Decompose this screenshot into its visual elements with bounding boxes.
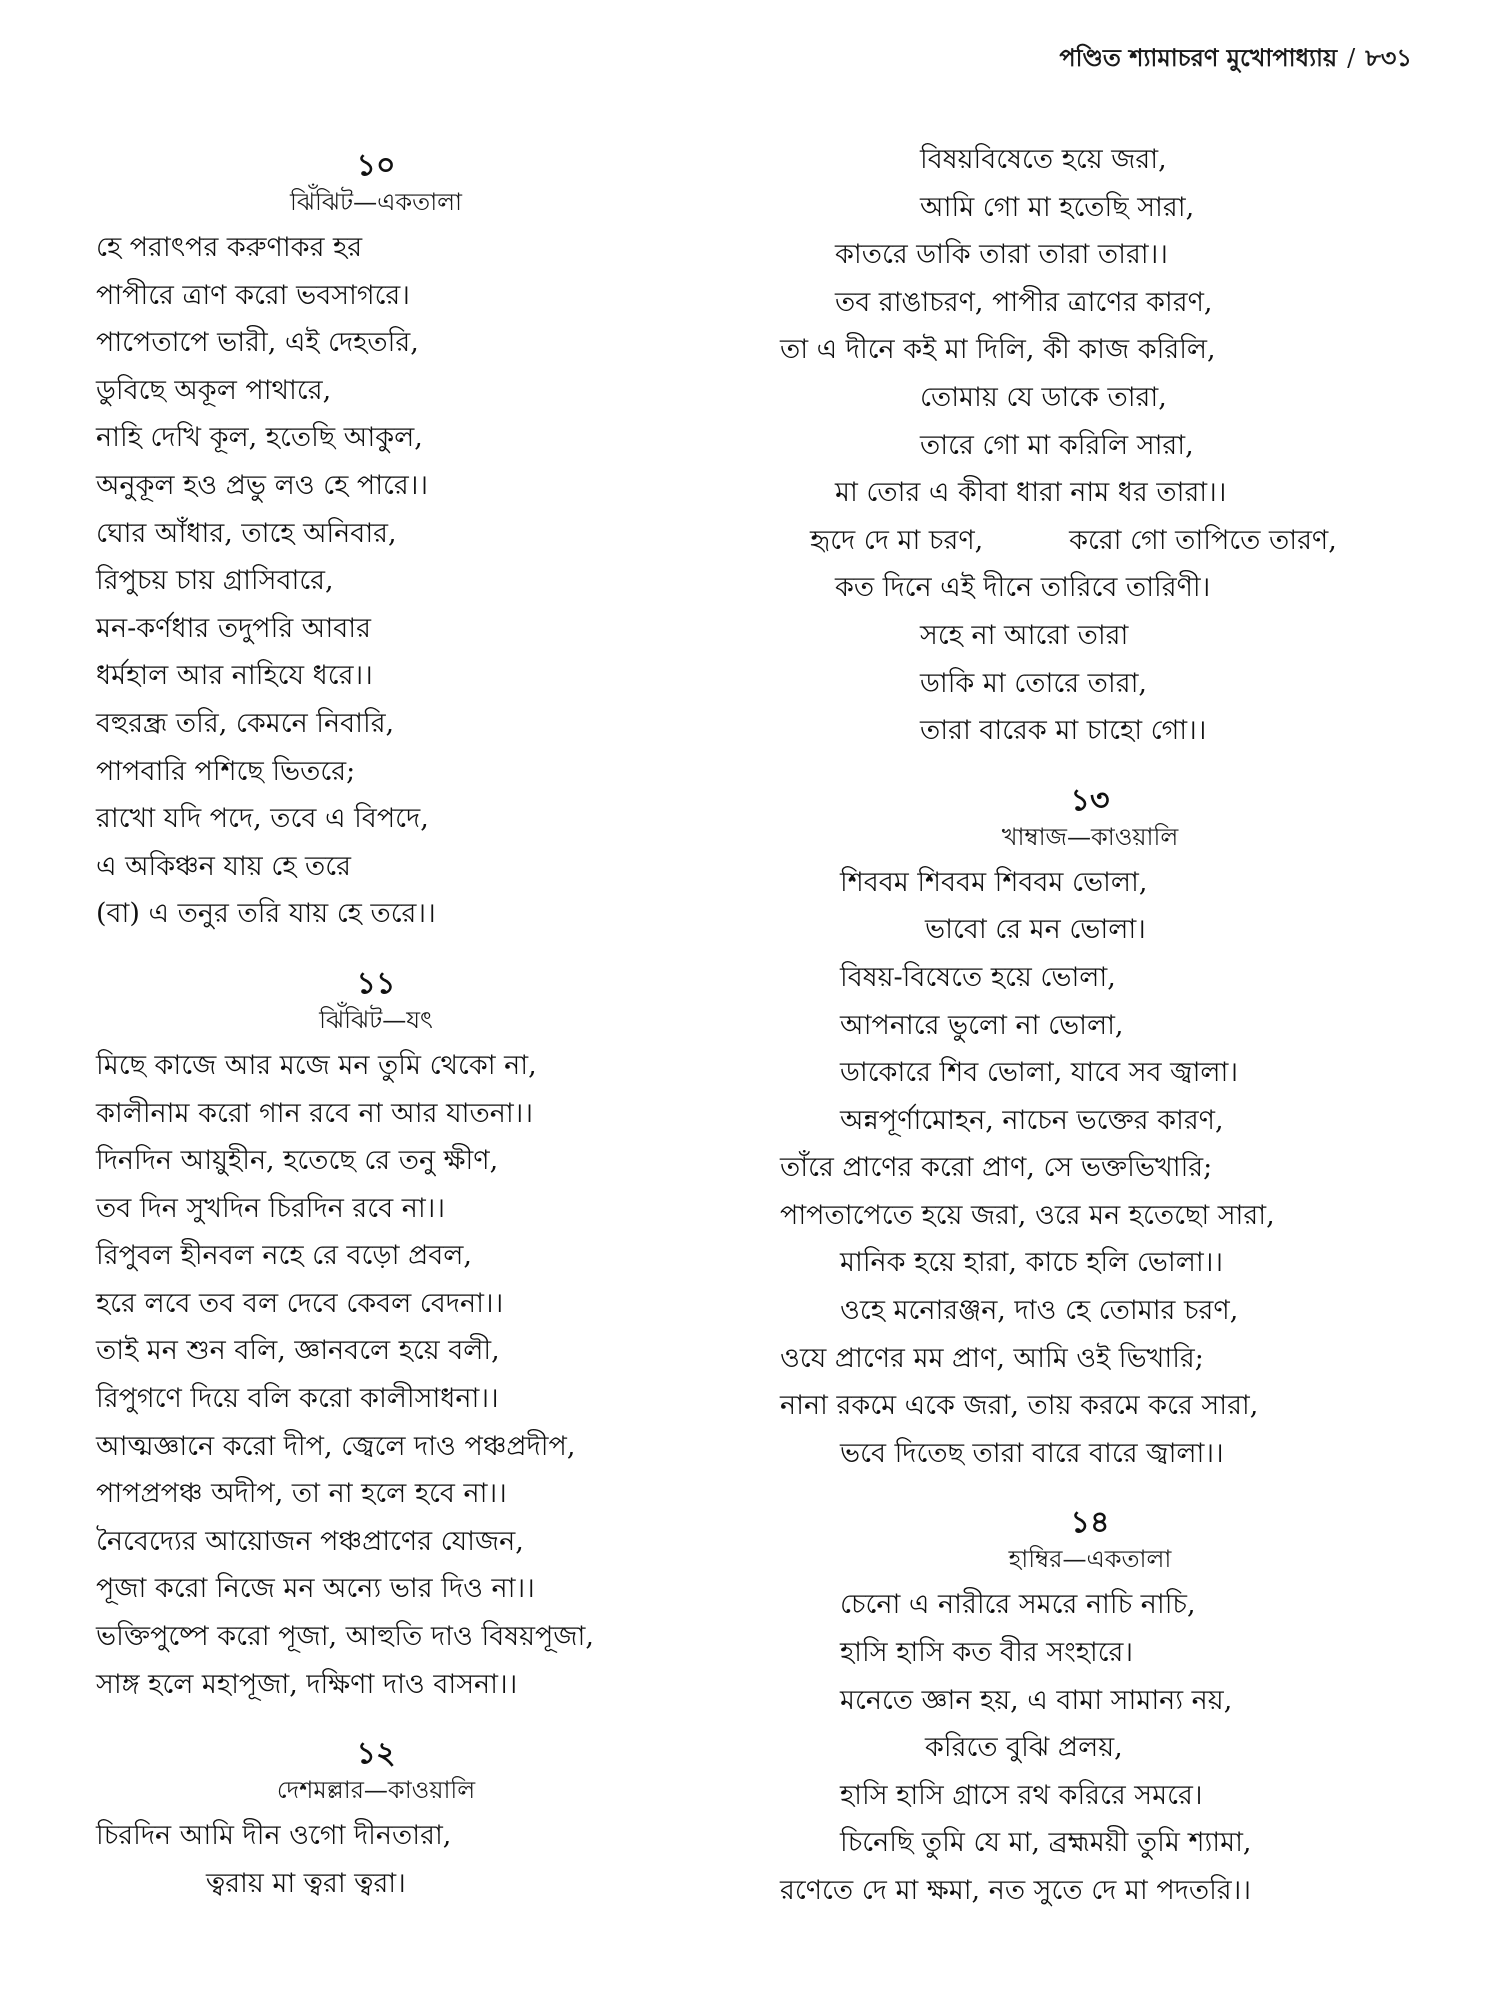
verse-line: ওহে মনোরঞ্জন, দাও হে তোমার চরণ, bbox=[840, 1295, 1239, 1327]
verse-line: রাখো যদি পদে, তবে এ বিপদে, bbox=[96, 803, 429, 835]
verse-line: চিরদিন আমি দীন ওগো দীনতারা, bbox=[96, 1820, 452, 1852]
song-14 bbox=[770, 1505, 1410, 1914]
verse-line: ত্বরায় মা ত্বরা ত্বরা। bbox=[206, 1867, 406, 1899]
song-number: ১৩ bbox=[1070, 782, 1110, 818]
verse-line: অন্নপূর্ণামোহন, নাচেন ভক্তের কারণ, bbox=[840, 1104, 1224, 1136]
verse-line: হরে লবে তব বল দেবে কেবল বেদনা।। bbox=[96, 1287, 504, 1319]
song-raga: ঝিঁঝিট—একতালা bbox=[290, 188, 462, 216]
verse-line: তব দিন সুখদিন চিরদিন রবে না।। bbox=[96, 1192, 445, 1224]
verse-line: তব রাঙাচরণ, পাপীর ত্রাণের কারণ, bbox=[835, 286, 1213, 318]
verse-line: তাঁরে প্রাণের করো প্রাণ, সে ভক্তভিখারি; bbox=[780, 1152, 1213, 1184]
verse-line: ভক্তিপুষ্পে করো পূজা, আহুতি দাও বিষয়পূজা, bbox=[96, 1621, 594, 1653]
verse-line: চেনো এ নারীরে সমরে নাচি নাচি, bbox=[840, 1589, 1196, 1621]
verse-line: বিষয়বিষেতে হয়ে জরা, bbox=[920, 144, 1167, 175]
verse-line: কাতরে ডাকি তারা তারা তারা।। bbox=[835, 239, 1168, 271]
song-number: ১০ bbox=[356, 148, 396, 183]
verse-line: পাপবারি পশিছে ভিতরে; bbox=[96, 755, 356, 787]
verse-line: আত্মজ্ঞানে করো দীপ, জ্বেলে দাও পঞ্চপ্রদীপ, bbox=[96, 1430, 576, 1462]
verse-line: কত দিনে এই দীনে তারিবে তারিণী। bbox=[835, 572, 1211, 604]
verse-line: ডুবিছে অকূল পাথারে, bbox=[96, 374, 332, 406]
verse-line: সহে না আরো তারা bbox=[920, 619, 1129, 651]
verse-line: রিপুগণে দিয়ে বলি করো কালীসাধনা।। bbox=[96, 1383, 499, 1415]
verse-line: চিনেছি তুমি যে মা, ব্রহ্মময়ী তুমি শ্যামা, bbox=[840, 1827, 1252, 1859]
song-12-continued bbox=[770, 136, 1410, 755]
song-number: ১১ bbox=[356, 965, 396, 1001]
verse-line: হে পরাৎপর করুণাকর হর bbox=[96, 232, 363, 263]
song-raga: দেশমল্লার—কাওয়ালি bbox=[276, 1776, 476, 1805]
verse-line: পাপপ্রপঞ্চ অদীপ, তা না হলে হবে না।। bbox=[96, 1478, 507, 1510]
verse-line: করিতে বুঝি প্রলয়, bbox=[925, 1732, 1123, 1764]
verse-line: তারা বারেক মা চাহো গো।। bbox=[920, 715, 1207, 747]
verse-line: ওযে প্রাণের মম প্রাণ, আমি ওই ভিখারি; bbox=[780, 1342, 1204, 1374]
verse-line: পাপতাপেতে হয়ে জরা, ওরে মন হতেছো সারা, bbox=[780, 1199, 1275, 1231]
verse-line: সাঙ্গ হলে মহাপূজা, দক্ষিণা দাও বাসনা।। bbox=[96, 1668, 518, 1700]
verse-line: তোমায় যে ডাকে তারা, bbox=[920, 381, 1167, 413]
verse-line: হৃদে দে মা চরণ, করো গো তাপিতে তারণ, bbox=[810, 524, 1337, 556]
running-header bbox=[1059, 40, 1412, 80]
verse-line: রিপুচয় চায় গ্রাসিবারে, bbox=[96, 565, 334, 597]
page-number: ৮৩১ bbox=[1365, 43, 1412, 72]
verse-line: ঘোর আঁধার, তাহে অনিবার, bbox=[96, 517, 397, 549]
verse-line: ভবে দিতেছ তারা বারে বারে জ্বালা।। bbox=[840, 1437, 1224, 1469]
verse-line: নানা রকমে একে জরা, তায় করমে করে সারা, bbox=[780, 1390, 1259, 1422]
song-raga: খাম্বাজ—কাওয়ালি bbox=[1001, 822, 1179, 851]
song-11 bbox=[96, 966, 656, 1708]
verse-line: মিছে কাজে আর মজে মন তুমি থেকো না, bbox=[96, 1049, 537, 1081]
verse-line: ভাবো রে মন ভোলা। bbox=[925, 914, 1146, 946]
verse-line: কালীনাম করো গান রবে না আর যাতনা।। bbox=[96, 1097, 533, 1129]
verse-line: ডাকোরে শিব ভোলা, যাবে সব জ্বালা। bbox=[840, 1057, 1239, 1089]
song-raga: ঝিঁঝিট—যৎ bbox=[319, 1005, 433, 1034]
song-raga: হাম্বির—একতালা bbox=[1008, 1545, 1172, 1574]
song-13 bbox=[770, 783, 1410, 1478]
verse-line: ধর্মহাল আর নাহিযে ধরে।। bbox=[96, 660, 373, 692]
song-number: ১২ bbox=[356, 1736, 396, 1772]
verse-line: এ অকিঞ্চন যায় হে তরে bbox=[96, 850, 351, 882]
verse-line: বিষয়-বিষেতে হয়ে ভোলা, bbox=[840, 961, 1116, 993]
verse-line: মন-কর্ণধার তদুপরি আবার bbox=[96, 612, 371, 644]
verse-line: তাই মন শুন বলি, জ্ঞানবলে হয়ে বলী, bbox=[96, 1335, 500, 1367]
right-column bbox=[770, 136, 1410, 1915]
verse-line: ডাকি মা তোরে তারা, bbox=[920, 667, 1147, 699]
verse-line: পাপেতাপে ভারী, এই দেহতরি, bbox=[96, 327, 419, 359]
verse-line: হাসি হাসি কত বীর সংহারে। bbox=[840, 1637, 1134, 1669]
verse-line: রণেতে দে মা ক্ষমা, নত সুতে দে মা পদতরি।। bbox=[780, 1875, 1251, 1906]
verse-line: (বা) এ তনুর তরি যায় হে তরে।। bbox=[96, 898, 436, 930]
left-column bbox=[96, 148, 656, 1907]
running-title: পণ্ডিত শ্যামাচরণ মুখোপাধ্যায় bbox=[1059, 43, 1338, 72]
verse-line: অনুকূল হও প্রভু লও হে পারে।। bbox=[96, 469, 429, 501]
song-10 bbox=[96, 148, 656, 938]
song-number: ১৪ bbox=[1070, 1505, 1110, 1541]
header-separator: / bbox=[1347, 44, 1356, 72]
verse-line: দিনদিন আয়ুহীন, হতেছে রে তনু ক্ষীণ, bbox=[96, 1145, 499, 1177]
verse-line: হাসি হাসি গ্রাসে রথ করিরে সমরে। bbox=[840, 1779, 1203, 1811]
verse-line: পূজা করো নিজে মন অন্যে ভার দিও না।। bbox=[96, 1573, 535, 1605]
verse-line: নাহি দেখি কূল, হতেছি আকুল, bbox=[96, 422, 423, 454]
verse-line: মা তোর এ কীবা ধারা নাম ধর তারা।। bbox=[835, 477, 1227, 509]
verse-line: রিপুবল হীনবল নহে রে বড়ো প্রবল, bbox=[96, 1240, 472, 1272]
verse-line: শিববম শিববম শিববম ভোলা, bbox=[840, 866, 1148, 898]
verse-line: মানিক হয়ে হারা, কাচে হলি ভোলা।। bbox=[840, 1247, 1224, 1279]
verse-line: বহুরন্ধ্র তরি, কেমনে নিবারি, bbox=[96, 707, 395, 739]
verse-line: আমি গো মা হতেছি সারা, bbox=[920, 191, 1195, 223]
song-12-start bbox=[96, 1736, 656, 1907]
verse-line: মনেতে জ্ঞান হয়, এ বামা সামান্য নয়, bbox=[840, 1684, 1233, 1716]
verse-line: নৈবেদ্যের আয়োজন পঞ্চপ্রাণের যোজন, bbox=[96, 1525, 524, 1557]
verse-line: পাপীরে ত্রাণ করো ভবসাগরে। bbox=[96, 279, 410, 311]
verse-line: আপনারে ভুলো না ভোলা, bbox=[840, 1009, 1124, 1041]
verse-line: তারে গো মা করিলি সারা, bbox=[920, 429, 1194, 461]
verse-line: তা এ দীনে কই মা দিলি, কী কাজ করিলি, bbox=[780, 334, 1216, 366]
